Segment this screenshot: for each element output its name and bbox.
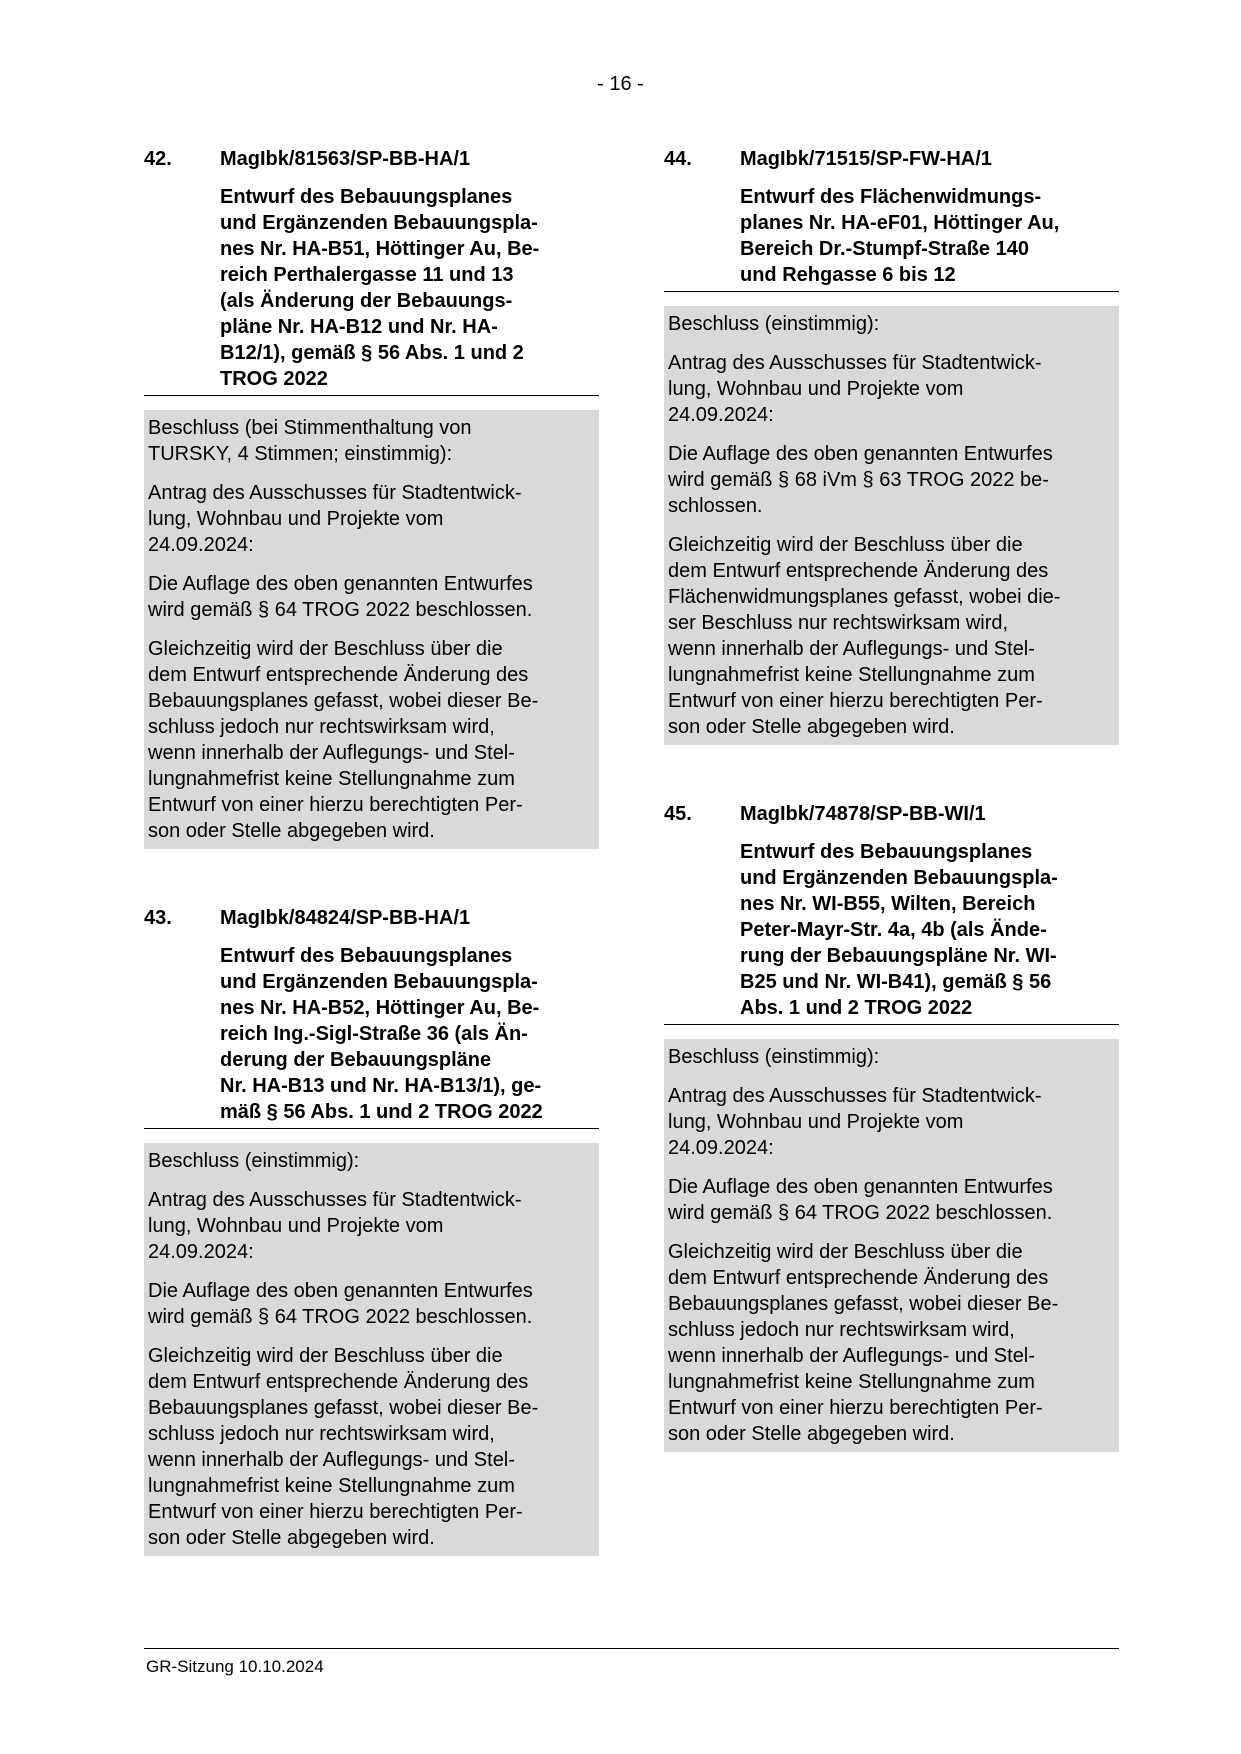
text-line: Die Auflage des oben genannten Entwurfes [148, 1280, 533, 1302]
text-line: son oder Stelle abgegeben wird. [668, 1423, 955, 1445]
text-line: schluss jedoch nur rechtswirksam wird, [148, 1423, 495, 1445]
footer-divider [144, 1648, 1119, 1649]
text-line: Bebauungsplanes gefasst, wobei dieser Be- [148, 1397, 539, 1419]
text-line: Antrag des Ausschusses für Stadtentwick- [668, 1085, 1042, 1107]
text-line: wird gemäß § 68 iVm § 63 TROG 2022 be- [668, 469, 1049, 491]
text-line: ser Beschluss nur rechtswirksam wird, [668, 612, 1009, 634]
text-line: Gleichzeitig wird der Beschluss über die [148, 1345, 503, 1367]
title-line: TROG 2022 [220, 368, 328, 390]
text-line: wird gemäß § 64 TROG 2022 beschlossen. [148, 599, 533, 621]
decision-paragraph [668, 1174, 1115, 1226]
text-line: Bebauungsplanes gefasst, wobei dieser Be- [148, 690, 539, 712]
title-line: Entwurf des Flächenwidmungs- [740, 186, 1042, 208]
text-line: Beschluss (einstimmig): [668, 1046, 880, 1068]
title-line: nes Nr. WI-B55, Wilten, Bereich [740, 893, 1036, 915]
decision-box [664, 1039, 1119, 1452]
text-line: wenn innerhalb der Auflegungs- und Stel- [148, 1449, 515, 1471]
left-column [144, 146, 599, 1612]
agenda-item [664, 801, 1119, 1452]
text-line: Beschluss (bei Stimmenthaltung von [148, 417, 472, 439]
agenda-item-number: 43. [144, 907, 172, 929]
text-line: Gleichzeitig wird der Beschluss über die [668, 534, 1023, 556]
agenda-item [664, 146, 1119, 745]
decision-paragraph [148, 1187, 595, 1265]
title-line: mäß § 56 Abs. 1 und 2 TROG 2022 [220, 1101, 543, 1123]
title-line: reich Ing.-Sigl-Straße 36 (als Än- [220, 1023, 528, 1045]
agenda-item-number: 42. [144, 148, 172, 170]
agenda-item-reference: MagIbk/74878/SP-BB-WI/1 [740, 803, 986, 825]
agenda-item-header [144, 146, 599, 396]
agenda-item-number: 44. [664, 148, 692, 170]
title-line: und Ergänzenden Bebauungspla- [220, 212, 538, 234]
agenda-item-title [144, 943, 599, 1129]
title-line: B12/1), gemäß § 56 Abs. 1 und 2 [220, 342, 524, 364]
text-line: Entwurf von einer hierzu berechtigten Per- [668, 1397, 1043, 1419]
agenda-item [144, 146, 599, 849]
title-line: Abs. 1 und 2 TROG 2022 [740, 997, 973, 1019]
page-number: - 16 - [597, 73, 644, 95]
agenda-item-header [144, 905, 599, 1129]
text-line: Beschluss (einstimmig): [148, 1150, 360, 1172]
title-line: Bereich Dr.-Stumpf-Straße 140 [740, 238, 1029, 260]
text-line: Beschluss (einstimmig): [668, 313, 880, 335]
text-line: lung, Wohnbau und Projekte vom [668, 378, 964, 400]
text-line: 24.09.2024: [148, 534, 254, 556]
text-line: son oder Stelle abgegeben wird. [148, 820, 435, 842]
title-line: Entwurf des Bebauungsplanes [740, 841, 1033, 863]
title-line: und Ergänzenden Bebauungspla- [740, 867, 1058, 889]
text-line: dem Entwurf entsprechende Änderung des [668, 1267, 1049, 1289]
title-line: und Ergänzenden Bebauungspla- [220, 971, 538, 993]
title-line: Entwurf des Bebauungsplanes [220, 945, 513, 967]
text-line: wird gemäß § 64 TROG 2022 beschlossen. [148, 1306, 533, 1328]
decision-paragraph [148, 1343, 595, 1551]
footer-text: GR-Sitzung 10.10.2024 [146, 1657, 324, 1676]
title-line: B25 und Nr. WI-B41), gemäß § 56 [740, 971, 1052, 993]
text-line: 24.09.2024: [668, 404, 774, 426]
text-line: dem Entwurf entsprechende Änderung des [668, 560, 1049, 582]
decision-box [144, 1143, 599, 1556]
agenda-item-header [664, 146, 1119, 292]
text-line: son oder Stelle abgegeben wird. [668, 716, 955, 738]
title-line: reich Perthalergasse 11 und 13 [220, 264, 514, 286]
text-line: Antrag des Ausschusses für Stadtentwick- [148, 482, 522, 504]
text-line: schluss jedoch nur rechtswirksam wird, [148, 716, 495, 738]
text-line: dem Entwurf entsprechende Änderung des [148, 1371, 529, 1393]
decision-paragraph [668, 311, 1115, 337]
agenda-item-title [144, 184, 599, 396]
text-line: schluss jedoch nur rechtswirksam wird, [668, 1319, 1015, 1341]
agenda-item-number: 45. [664, 803, 692, 825]
decision-paragraph [148, 1278, 595, 1330]
text-line: Gleichzeitig wird der Beschluss über die [148, 638, 503, 660]
text-line: Antrag des Ausschusses für Stadtentwick- [148, 1189, 522, 1211]
text-line: 24.09.2024: [148, 1241, 254, 1263]
decision-box [664, 306, 1119, 745]
decision-paragraph [668, 532, 1115, 740]
decision-paragraph [668, 1044, 1115, 1070]
title-line: nes Nr. HA-B51, Höttinger Au, Be- [220, 238, 540, 260]
decision-paragraph [148, 415, 595, 467]
title-line: Nr. HA-B13 und Nr. HA-B13/1), ge- [220, 1075, 542, 1097]
agenda-item-title [664, 184, 1119, 292]
decision-paragraph [668, 1239, 1115, 1447]
text-line: Die Auflage des oben genannten Entwurfes [668, 443, 1053, 465]
decision-paragraph [668, 441, 1115, 519]
title-line: derung der Bebauungspläne [220, 1049, 492, 1071]
decision-paragraph [148, 636, 595, 844]
text-line: Flächenwidmungsplanes gefasst, wobei die- [668, 586, 1061, 608]
text-line: lung, Wohnbau und Projekte vom [148, 508, 444, 530]
title-line: Peter-Mayr-Str. 4a, 4b (als Ände- [740, 919, 1047, 941]
title-line: rung der Bebauungspläne Nr. WI- [740, 945, 1057, 967]
text-line: son oder Stelle abgegeben wird. [148, 1527, 435, 1549]
title-line: planes Nr. HA-eF01, Höttinger Au, [740, 212, 1060, 234]
title-line: pläne Nr. HA-B12 und Nr. HA- [220, 316, 498, 338]
title-line: (als Änderung der Bebauungs- [220, 290, 513, 312]
agenda-item-reference: MagIbk/81563/SP-BB-HA/1 [220, 148, 471, 170]
text-line: Entwurf von einer hierzu berechtigten Per- [148, 794, 523, 816]
text-line: dem Entwurf entsprechende Änderung des [148, 664, 529, 686]
text-line: wenn innerhalb der Auflegungs- und Stel- [668, 638, 1035, 660]
decision-paragraph [148, 571, 595, 623]
decision-paragraph [668, 1083, 1115, 1161]
right-column [664, 146, 1119, 1508]
text-line: schlossen. [668, 495, 763, 517]
text-line: 24.09.2024: [668, 1137, 774, 1159]
text-line: wenn innerhalb der Auflegungs- und Stel- [148, 742, 515, 764]
text-line: wird gemäß § 64 TROG 2022 beschlossen. [668, 1202, 1053, 1224]
text-line: lung, Wohnbau und Projekte vom [668, 1111, 964, 1133]
text-line: lungnahmefrist keine Stellungnahme zum [668, 1371, 1035, 1393]
decision-paragraph [148, 1148, 595, 1174]
text-line: lung, Wohnbau und Projekte vom [148, 1215, 444, 1237]
title-line: Entwurf des Bebauungsplanes [220, 186, 513, 208]
text-line: Die Auflage des oben genannten Entwurfes [148, 573, 533, 595]
title-line: und Rehgasse 6 bis 12 [740, 264, 956, 286]
text-line: Entwurf von einer hierzu berechtigten Per- [148, 1501, 523, 1523]
agenda-item-title [664, 839, 1119, 1025]
text-line: Die Auflage des oben genannten Entwurfes [668, 1176, 1053, 1198]
text-line: Gleichzeitig wird der Beschluss über die [668, 1241, 1023, 1263]
text-line: wenn innerhalb der Auflegungs- und Stel- [668, 1345, 1035, 1367]
agenda-item-header [664, 801, 1119, 1025]
text-line: Antrag des Ausschusses für Stadtentwick- [668, 352, 1042, 374]
decision-box [144, 410, 599, 849]
text-line: lungnahmefrist keine Stellungnahme zum [148, 1475, 515, 1497]
text-line: Bebauungsplanes gefasst, wobei dieser Be- [668, 1293, 1059, 1315]
agenda-item [144, 905, 599, 1556]
agenda-item-reference: MagIbk/71515/SP-FW-HA/1 [740, 148, 992, 170]
decision-paragraph [148, 480, 595, 558]
text-line: Entwurf von einer hierzu berechtigten Per- [668, 690, 1043, 712]
text-line: TURSKY, 4 Stimmen; einstimmig): [148, 443, 453, 465]
title-line: nes Nr. HA-B52, Höttinger Au, Be- [220, 997, 540, 1019]
decision-paragraph [668, 350, 1115, 428]
text-line: lungnahmefrist keine Stellungnahme zum [148, 768, 515, 790]
text-line: lungnahmefrist keine Stellungnahme zum [668, 664, 1035, 686]
agenda-item-reference: MagIbk/84824/SP-BB-HA/1 [220, 907, 471, 929]
